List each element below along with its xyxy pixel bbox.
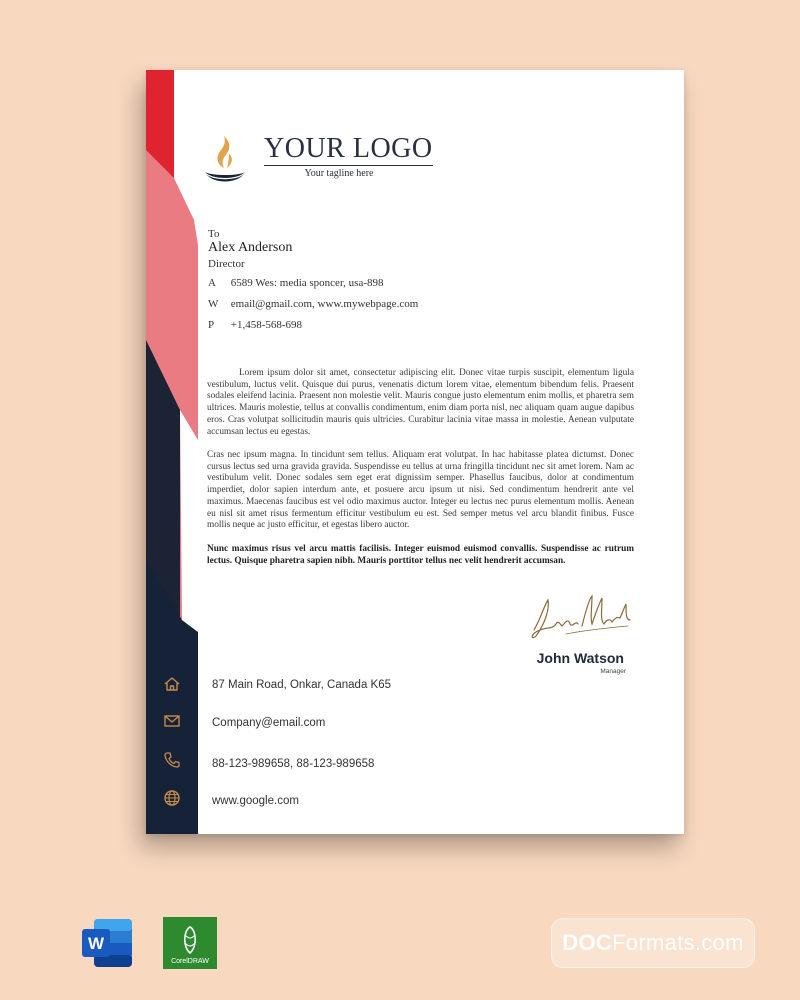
address-key: A xyxy=(208,277,216,289)
web-key: W xyxy=(208,298,219,310)
footer-email: Company@email.com xyxy=(212,717,326,729)
coreldraw-label: CorelDRAW xyxy=(171,958,209,965)
signer-name: John Watson xyxy=(536,650,624,666)
recipient-address-row xyxy=(208,277,384,289)
signer-title: Manager xyxy=(600,668,626,675)
phone-icon xyxy=(162,750,182,770)
letterhead-page xyxy=(146,70,684,834)
home-icon xyxy=(162,674,182,694)
docformats-brand-badge[interactable] xyxy=(551,918,755,968)
logo-title: YOUR LOGO xyxy=(264,133,433,164)
mail-icon xyxy=(162,711,182,731)
phone-key: P xyxy=(208,319,215,331)
flame-logo-icon xyxy=(204,128,246,184)
body-paragraph-1: Lorem ipsum dolor sit amet, consectetur adipiscing elit. Donec vitae turpis suscipit, elementum ligula vestibulum, luctus velit. Quisque dui purus, venenatis dictum lorem vitae, elementum bibendum felis. Praesent sodales eleifend lacinia. Praesent non molestie velit. Mauris congue justo elementum enim mollis, et pharetra sem ultrices. Mauris molestie, tellus at convallis condimentum, enim diam porta nisl, nec aliquam quam augue dapibus eros. Cras volutpat sollicitudin mauris quis ultricies. Curabitur lacinia vitae massa in molestie. Aenean vulputate accumsan lectus eu egestas. xyxy=(207,368,634,437)
handwritten-signature xyxy=(526,590,636,650)
body-paragraph-3: Nunc maximus risus vel arcu mattis facilisis. Integer euismod euismod convallis. Suspendisse ac rutrum lectus. Quisque pharetra sapien nibh. Mauris porttitor tellus nec velit hendrerit accumsan. xyxy=(207,544,634,566)
phone-value: +1,458-568-698 xyxy=(230,319,303,331)
band-white-notch xyxy=(180,410,198,632)
coreldraw-app-icon[interactable] xyxy=(163,917,217,969)
address-value: 6589 Wes: media sponcer, usa-898 xyxy=(230,277,384,289)
recipient-web-row xyxy=(208,298,418,310)
footer-website: www.google.com xyxy=(212,795,299,807)
word-app-icon[interactable] xyxy=(80,917,134,969)
to-label: To xyxy=(208,228,220,240)
brand-rest: Formats.com xyxy=(612,930,744,955)
footer-phone: 88-123-989658, 88-123-989658 xyxy=(212,758,375,770)
logo-tagline: Your tagline here xyxy=(304,168,374,179)
word-letter: W xyxy=(87,934,105,953)
globe-icon xyxy=(162,788,182,808)
body-paragraph-2: Cras nec ipsum magna. In tincidunt sem tellus. Aliquam erat volutpat. In hac habitasse platea dictumst. Donec cursus lectus sed urna gravida gravida. Suspendisse eu tellus at urna fringilla tincidunt nec sit amet lorem. Nam ac vestibulum velit. Donec sodales sem eget erat dignissim semper. Phasellus faucibus, dolor at condimentum imperdiet, dolor sapien interdum ante, et posuere arcu ipsum ut nisi. Sed condimentum hendrerit ante vel maximus. Maecenas faucibus est vel odio maximus auctor. Integer eu lectus nec purus elementum mollis. Aenean eu nisl sit amet risus fermentum efficitur vestibulum eu est. Sed semper metus vel arcu blandit finibus. Fusce mollis neque ac justo efficitur, et egestas libero auctor. xyxy=(207,450,634,531)
brand-doc: DOC xyxy=(562,930,613,955)
recipient-phone-row xyxy=(208,319,302,331)
recipient-title: Director xyxy=(208,258,245,270)
web-value: email@gmail.com, www.mywebpage.com xyxy=(230,298,419,310)
logo xyxy=(204,128,434,184)
recipient-name: Alex Anderson xyxy=(208,240,293,255)
footer-address: 87 Main Road, Onkar, Canada K65 xyxy=(212,679,392,691)
